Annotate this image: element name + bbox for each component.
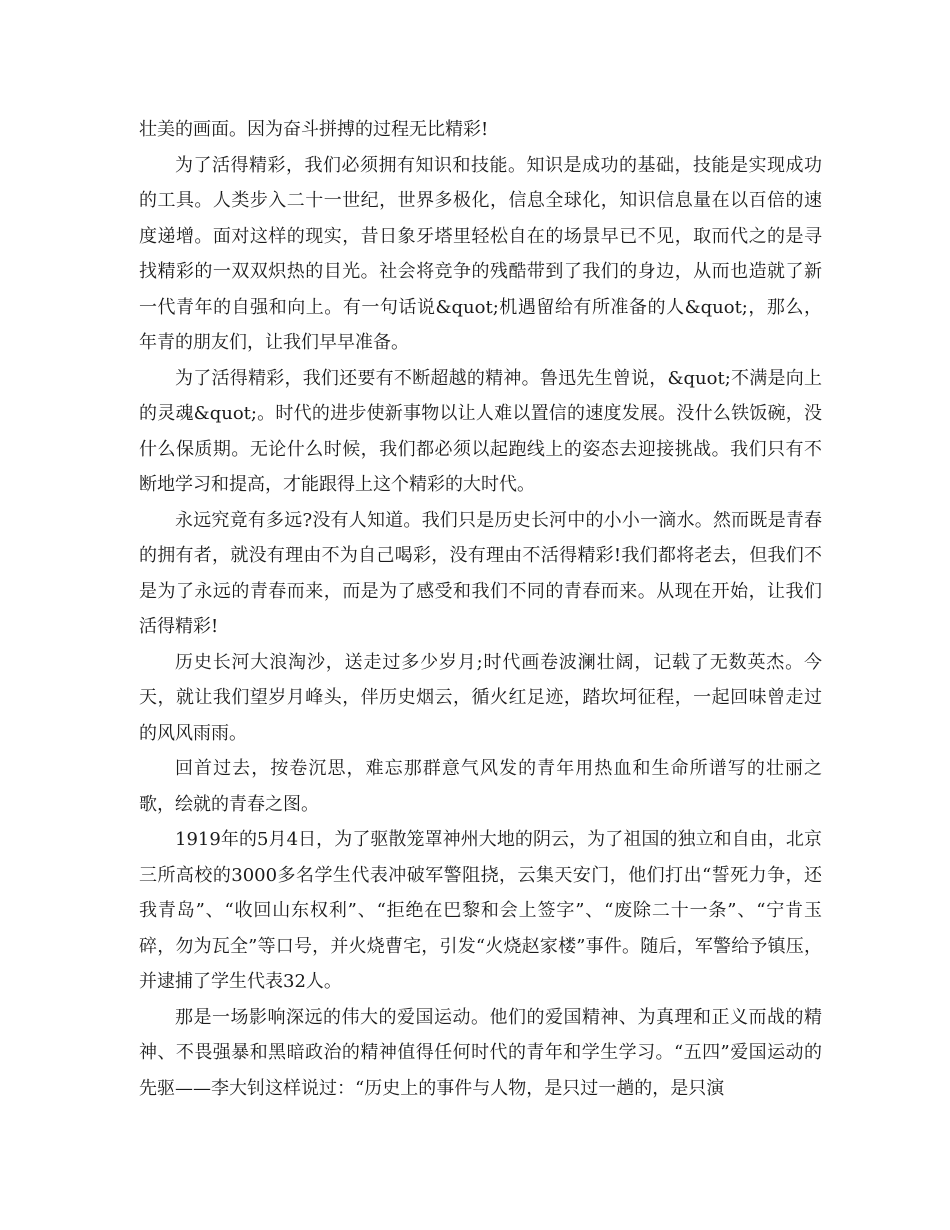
paragraph-forever: 永远究竟有多远?没有人知道。我们只是历史长河中的小小一滴水。然而既是青春的拥有者，就没有理由不为自己喝彩，没有理由不活得精彩!我们都将老去，但我们不是为了永远的青春而来，而是为了感受和我们不同的青春而来。从现在开始，让我们活得精彩! <box>139 509 822 637</box>
paragraph-knowledge-skills: 为了活得精彩，我们必须拥有知识和技能。知识是成功的基础，技能是实现成功的工具。人类步入二十一世纪，世界多极化，信息全球化，知识信息量在以百倍的速度递增。面对这样的现实，昔日象牙塔里轻松自在的场景早已不见，取而代之的是寻找精彩的一双双炽热的目光。社会将竞争的残酷带到了我们的身边，从而也造就了新一代青年的自强和向上。有一句话说&quot;机遇留给有所准备的人&quot;，那么，年青的朋友们，让我们早早准备。 <box>139 154 822 353</box>
paragraph-looking-back: 回首过去，按卷沉思，难忘那群意气风发的青年用热血和生命所谱写的壮丽之歌，绘就的青春之图。 <box>139 758 822 815</box>
document-body <box>139 112 822 1106</box>
paragraph-history-river: 历史长河大浪淘沙，送走过多少岁月;时代画卷波澜壮阔，记载了无数英杰。今天，就让我们望岁月峰头，伴历史烟云，循火红足迹，踏坎坷征程，一起回味曾走过的风风雨雨。 <box>139 651 822 744</box>
paragraph-patriotic-movement: 那是一场影响深远的伟大的爱国运动。他们的爱国精神、为真理和正义而战的精神、不畏强暴和黑暗政治的精神值得任何时代的青年和学生学习。“五四”爱国运动的先驱——李大钊这样说过：“历史上的事件与人物，是只过一趟的，是只演 <box>139 1006 822 1099</box>
paragraph-may-fourth-1919: 1919年的5月4日，为了驱散笼罩神州大地的阴云，为了祖国的独立和自由，北京三所高校的3000多名学生代表冲破军警阻挠，云集天安门，他们打出“誓死力争，还我青岛”、“收回山东权利”、“拒绝在巴黎和会上签字”、“废除二十一条”、“宁肯玉碎，勿为瓦全”等口号，并火烧曹宅，引发“火烧赵家楼”事件。随后，军警给予镇压，并逮捕了学生代表32人。 <box>139 829 822 992</box>
paragraph-surpassing-spirit: 为了活得精彩，我们还要有不断超越的精神。鲁迅先生曾说，&quot;不满是向上的灵魂&quot;。时代的进步使新事物以让人难以置信的速度发展。没什么铁饭碗，没什么保质期。无论什么时候，我们都必须以起跑线上的姿态去迎接挑战。我们只有不断地学习和提高，才能跟得上这个精彩的大时代。 <box>139 367 822 495</box>
paragraph-continuation: 壮美的画面。因为奋斗拼搏的过程无比精彩! <box>139 119 489 140</box>
